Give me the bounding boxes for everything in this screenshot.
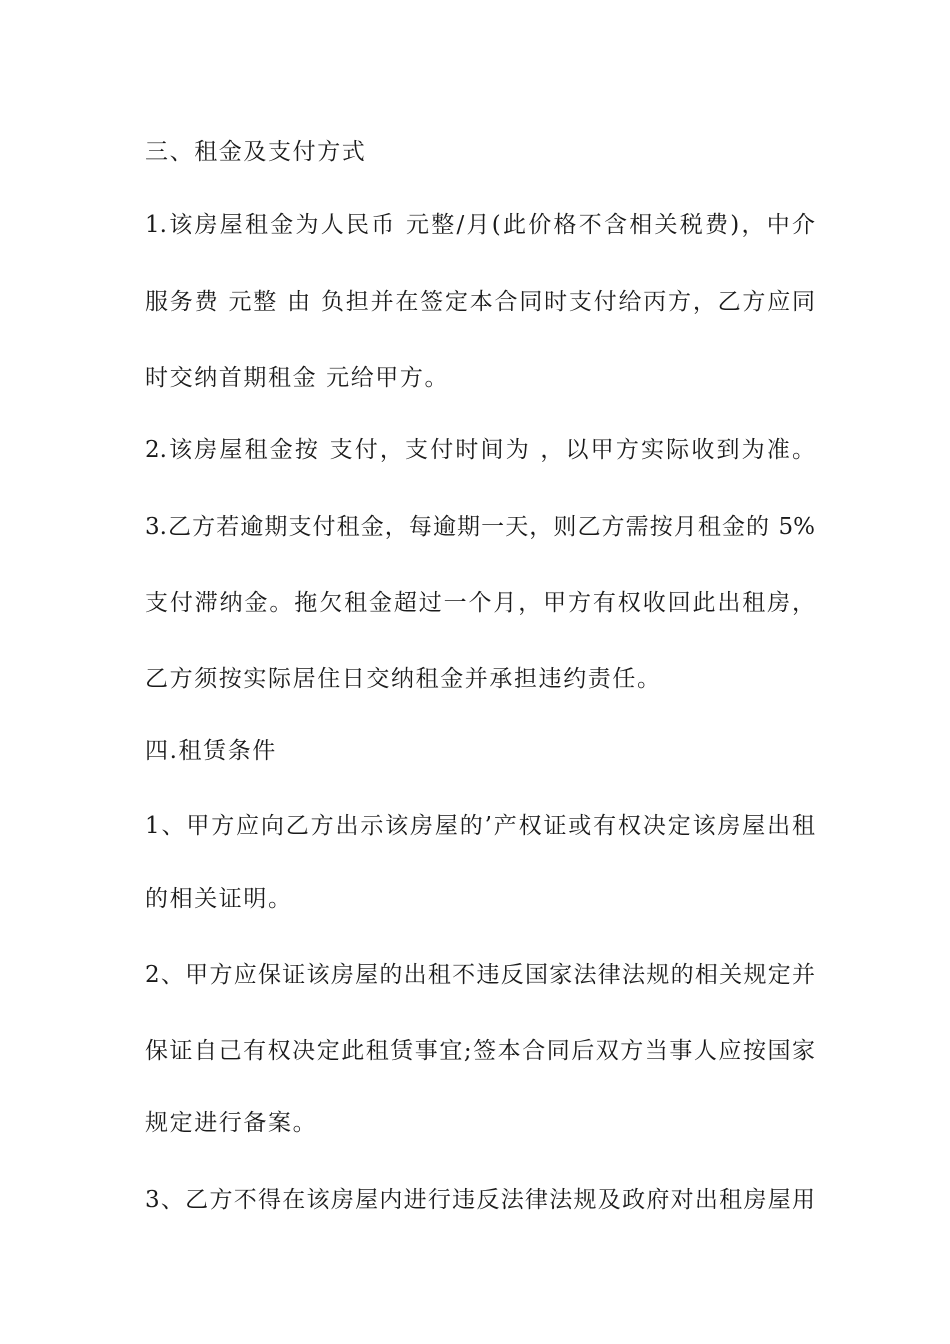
paragraph-line: 支付滞纳金。拖欠租金超过一个月，甲方有权收回此出租房， bbox=[145, 590, 815, 616]
paragraph-line: 2、甲方应保证该房屋的出租不违反国家法律法规的相关规定并 bbox=[145, 962, 815, 988]
paragraph-line: 2.该房屋租金按 支付，支付时间为 ，以甲方实际收到为准。 bbox=[145, 437, 815, 463]
paragraph-line: 乙方须按实际居住日交纳租金并承担违约责任。 bbox=[145, 666, 662, 692]
paragraph-line: 的相关证明。 bbox=[145, 886, 293, 912]
paragraph-line: 3.乙方若逾期支付租金，每逾期一天，则乙方需按月租金的 5% bbox=[145, 514, 815, 540]
paragraph-line: 时交纳首期租金 元给甲方。 bbox=[145, 365, 450, 391]
paragraph-line: 1、甲方应向乙方出示该房屋的’产权证或有权决定该房屋出租 bbox=[145, 813, 815, 839]
paragraph-line: 1.该房屋租金为人民币 元整/月(此价格不含相关税费)，中介 bbox=[145, 212, 815, 238]
section-heading-lease-conditions: 四.租赁条件 bbox=[145, 738, 277, 764]
paragraph-line: 规定进行备案。 bbox=[145, 1110, 318, 1136]
paragraph-line: 保证自己有权决定此租赁事宜;签本合同后双方当事人应按国家 bbox=[145, 1038, 815, 1064]
paragraph-line: 3、乙方不得在该房屋内进行违反法律法规及政府对出租房屋用 bbox=[145, 1187, 815, 1213]
section-heading-rent-payment: 三、租金及支付方式 bbox=[145, 139, 367, 165]
paragraph-line: 服务费 元整 由 负担并在签定本合同时支付给丙方，乙方应同 bbox=[145, 289, 815, 315]
